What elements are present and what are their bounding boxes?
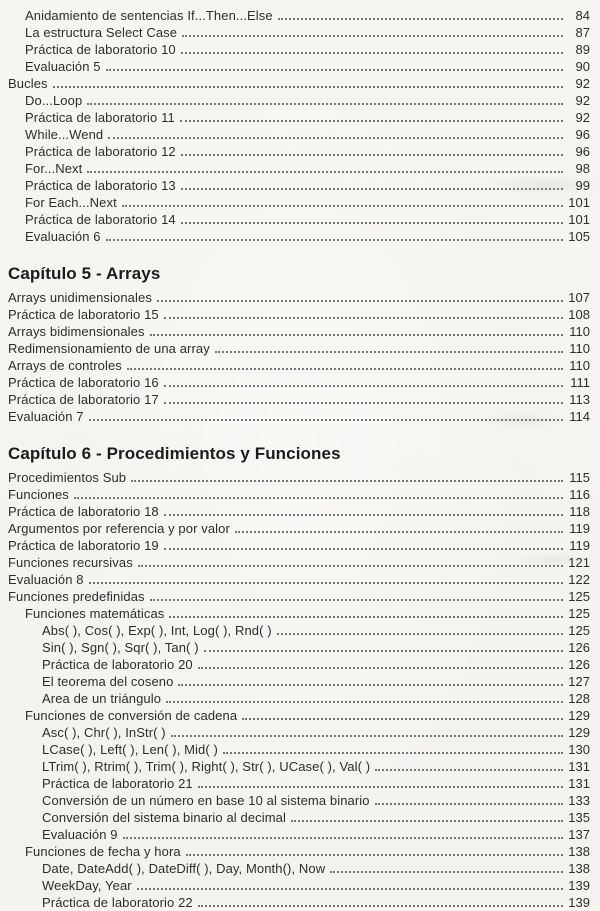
toc-entry-page: 98	[575, 161, 590, 176]
dotted-leader	[108, 137, 563, 139]
dotted-leader	[169, 616, 563, 618]
toc-entry	[8, 306, 590, 323]
dotted-leader	[106, 69, 563, 71]
toc-entry	[8, 126, 590, 143]
dotted-leader	[106, 239, 563, 241]
toc-entry-label: La estructura Select Case	[25, 25, 178, 40]
toc-entry-label: WeekDay, Year	[42, 878, 132, 893]
toc-entry	[8, 41, 590, 58]
dotted-leader	[198, 786, 563, 788]
dotted-leader	[181, 222, 563, 224]
toc-entry	[8, 486, 590, 503]
toc-entry-label: Evaluación 9	[42, 827, 118, 842]
toc-entry	[8, 588, 590, 605]
toc-entry-label: Arrays unidimensionales	[8, 290, 152, 305]
toc-entry-label: Funciones	[8, 487, 69, 502]
toc-entry-label: Práctica de laboratorio 19	[8, 538, 159, 553]
toc-entry-label: Práctica de laboratorio 22	[42, 895, 193, 910]
toc-entry-page: 110	[569, 341, 590, 356]
dotted-leader	[215, 351, 563, 353]
dotted-leader	[164, 385, 563, 387]
toc-entry-label: Funciones predefinidas	[8, 589, 145, 604]
toc-entry	[8, 758, 590, 775]
toc-entry	[8, 571, 590, 588]
toc-entry-label: Argumentos por referencia y por valor	[8, 521, 230, 536]
toc-entry	[8, 194, 590, 211]
toc-entry-page: 129	[568, 725, 590, 740]
dotted-leader	[181, 52, 563, 54]
toc-entry-label: Area de un triángulo	[42, 691, 162, 706]
toc-entry-page: 92	[575, 93, 590, 108]
toc-entry-label: Anidamiento de sentencias If...Then...Else	[25, 8, 273, 23]
toc-entry	[8, 408, 590, 425]
toc-entry	[8, 177, 590, 194]
dotted-leader	[278, 18, 563, 20]
toc-entry-page: 122	[568, 572, 590, 587]
toc-entry-page: 110	[569, 358, 590, 373]
toc-entry-page: 92	[575, 110, 590, 125]
toc-entry	[8, 707, 590, 724]
toc-entry	[8, 690, 590, 707]
toc-entry-page: 92	[575, 76, 590, 91]
toc-entry-page: 125	[568, 589, 590, 604]
dotted-leader	[181, 188, 563, 190]
toc-entry-page: 119	[569, 538, 590, 553]
toc-entry-label: Práctica de laboratorio 13	[25, 178, 176, 193]
toc-entry-label: Evaluación 8	[8, 572, 84, 587]
toc-entry-page: 139	[568, 895, 590, 910]
toc-entry-page: 96	[575, 144, 590, 159]
toc-entry-page: 118	[569, 504, 590, 519]
toc-entry-page: 110	[569, 324, 590, 339]
toc-entry-label: Evaluación 7	[8, 409, 84, 424]
toc-entry	[8, 537, 590, 554]
dotted-leader	[122, 205, 563, 207]
dotted-leader	[198, 667, 563, 669]
dotted-leader	[127, 368, 563, 370]
toc-entry	[8, 109, 590, 126]
toc-entry-label: LTrim( ), Rtrim( ), Trim( ), Right( ), Str( ), UCase( ), Val( )	[42, 759, 371, 774]
dotted-leader	[180, 120, 563, 122]
dotted-leader	[74, 497, 563, 499]
toc-entry-label: Práctica de laboratorio 21	[42, 776, 193, 791]
toc-entry	[8, 469, 590, 486]
toc-entry-page: 128	[568, 691, 590, 706]
dotted-leader	[157, 300, 563, 302]
dotted-leader	[223, 752, 563, 754]
toc-entry-page: 129	[568, 708, 590, 723]
toc-entry-page: 116	[569, 487, 590, 502]
toc-entry-page: 105	[568, 229, 590, 244]
toc-entry-page: 135	[568, 810, 590, 825]
toc-entry-page: 101	[568, 212, 590, 227]
toc-entry-label: Date, DateAdd( ), DateDiff( ), Day, Month(), Now	[42, 861, 326, 876]
toc-entry-label: Procedimientos Sub	[8, 470, 127, 485]
toc-entry	[8, 228, 590, 245]
toc-entry	[8, 357, 590, 374]
toc-entry	[8, 160, 590, 177]
toc-entry	[8, 323, 590, 340]
toc-entry	[8, 673, 590, 690]
toc-entry	[8, 792, 590, 809]
toc-entry-label: Arrays bidimensionales	[8, 324, 145, 339]
toc-entry-page: 131	[568, 776, 590, 791]
toc-entry-label: Sin( ), Sgn( ), Sqr( ), Tan( )	[42, 640, 199, 655]
toc-entry-page: 119	[569, 521, 590, 536]
dotted-leader	[182, 35, 563, 37]
toc-entry-page: 138	[568, 861, 590, 876]
toc-entry	[8, 605, 590, 622]
toc-entry-label: Práctica de laboratorio 14	[25, 212, 176, 227]
toc-entry-label: Conversión de un número en base 10 al sistema binario	[42, 793, 370, 808]
toc-entry-page: 125	[568, 606, 590, 621]
dotted-leader	[89, 419, 563, 421]
toc-entry	[8, 724, 590, 741]
dotted-leader	[138, 565, 563, 567]
toc-entry	[8, 143, 590, 160]
toc-entry	[8, 211, 590, 228]
dotted-leader	[277, 633, 563, 635]
toc-entry-page: 126	[568, 657, 590, 672]
dotted-leader	[150, 599, 563, 601]
toc-entry	[8, 289, 590, 306]
toc-entry-page: 137	[568, 827, 590, 842]
dotted-leader	[186, 854, 563, 856]
toc-entry	[8, 503, 590, 520]
toc-entry-page: 121	[568, 555, 590, 570]
dotted-leader	[198, 905, 563, 907]
toc-entry-label: Do...Loop	[25, 93, 83, 108]
dotted-leader	[123, 837, 563, 839]
toc-entry-page: 131	[568, 759, 590, 774]
toc-entry-page: 115	[569, 470, 590, 485]
dotted-leader	[164, 514, 563, 516]
toc-entry	[8, 554, 590, 571]
dotted-leader	[171, 735, 563, 737]
toc-entry-label: Bucles	[8, 76, 48, 91]
toc-entry	[8, 877, 590, 894]
toc-entry-label: El teorema del coseno	[42, 674, 174, 689]
toc-entry-page: 130	[568, 742, 590, 757]
toc-entry-label: LCase( ), Left( ), Len( ), Mid( )	[42, 742, 218, 757]
toc-entry	[8, 520, 590, 537]
toc-entry-label: Práctica de laboratorio 16	[8, 375, 159, 390]
toc-entry-label: For...Next	[25, 161, 83, 176]
toc-entry-label: Conversión del sistema binario al decimal	[42, 810, 286, 825]
toc-entry-page: 133	[568, 793, 590, 808]
toc-entry-page: 84	[575, 8, 590, 23]
toc-entry-label: Práctica de laboratorio 17	[8, 392, 159, 407]
dotted-leader	[166, 701, 563, 703]
toc-entry	[8, 741, 590, 758]
dotted-leader	[178, 684, 563, 686]
toc-entry	[8, 843, 590, 860]
toc-entry	[8, 826, 590, 843]
dotted-leader	[375, 769, 563, 771]
dotted-leader	[150, 334, 563, 336]
dotted-leader	[87, 103, 563, 105]
toc-entry	[8, 92, 590, 109]
dotted-leader	[181, 154, 563, 156]
table-of-contents	[8, 7, 590, 911]
toc-entry-label: Práctica de laboratorio 10	[25, 42, 176, 57]
toc-entry	[8, 391, 590, 408]
toc-entry-page: 96	[575, 127, 590, 142]
chapter-heading: Capítulo 5 - Arrays	[8, 264, 161, 283]
toc-entry-page: 139	[568, 878, 590, 893]
toc-entry-label: Funciones matemáticas	[25, 606, 165, 621]
toc-entry-page: 125	[568, 623, 590, 638]
toc-entry-label: Evaluación 5	[25, 59, 101, 74]
toc-entry-label: Funciones de conversión de cadena	[25, 708, 238, 723]
dotted-leader	[330, 871, 563, 873]
toc-entry-label: Redimensionamiento de una array	[8, 341, 210, 356]
toc-entry	[8, 374, 590, 391]
toc-entry	[8, 656, 590, 673]
toc-entry-label: Práctica de laboratorio 20	[42, 657, 193, 672]
toc-entry-page: 87	[575, 25, 590, 40]
toc-entry-page: 127	[568, 674, 590, 689]
dotted-leader	[53, 86, 563, 88]
toc-entry-page: 138	[568, 844, 590, 859]
toc-entry-label: Asc( ), Chr( ), InStr( )	[42, 725, 166, 740]
toc-entry-page: 89	[575, 42, 590, 57]
toc-entry-label: Funciones de fecha y hora	[25, 844, 181, 859]
toc-entry	[8, 340, 590, 357]
dotted-leader	[87, 171, 563, 173]
toc-entry	[8, 24, 590, 41]
toc-entry-label: For Each...Next	[25, 195, 117, 210]
dotted-leader	[131, 480, 563, 482]
toc-entry	[8, 75, 590, 92]
toc-entry	[8, 860, 590, 877]
toc-entry	[8, 809, 590, 826]
toc-entry-page: 90	[575, 59, 590, 74]
dotted-leader	[164, 317, 563, 319]
toc-entry-label: Práctica de laboratorio 12	[25, 144, 176, 159]
dotted-leader	[164, 402, 563, 404]
toc-entry	[8, 775, 590, 792]
dotted-leader	[137, 888, 563, 890]
toc-entry-page: 114	[569, 409, 590, 424]
toc-entry-label: Práctica de laboratorio 18	[8, 504, 159, 519]
toc-entry-label: Abs( ), Cos( ), Exp( ), Int, Log( ), Rnd( )	[42, 623, 272, 638]
toc-entry-page: 108	[568, 307, 590, 322]
toc-entry-label: Evaluación 6	[25, 229, 101, 244]
toc-entry-page: 113	[569, 392, 590, 407]
dotted-leader	[89, 582, 563, 584]
toc-entry-page: 107	[568, 290, 590, 305]
toc-entry-label: Práctica de laboratorio 15	[8, 307, 159, 322]
toc-entry-label: Funciones recursivas	[8, 555, 133, 570]
chapter-heading: Capítulo 6 - Procedimientos y Funciones	[8, 444, 341, 463]
dotted-leader	[164, 548, 563, 550]
toc-entry-page: 101	[568, 195, 590, 210]
toc-entry-page: 99	[575, 178, 590, 193]
dotted-leader	[291, 820, 563, 822]
toc-entry	[8, 58, 590, 75]
dotted-leader	[204, 650, 563, 652]
toc-entry	[8, 639, 590, 656]
dotted-leader	[235, 531, 563, 533]
toc-entry-label: Práctica de laboratorio 11	[25, 110, 175, 125]
toc-entry-label: While...Wend	[25, 127, 104, 142]
toc-entry-page: 111	[570, 375, 590, 390]
toc-entry-label: Arrays de controles	[8, 358, 122, 373]
toc-entry-page: 126	[568, 640, 590, 655]
toc-entry	[8, 622, 590, 639]
dotted-leader	[375, 803, 563, 805]
toc-entry	[8, 7, 590, 24]
dotted-leader	[242, 718, 563, 720]
